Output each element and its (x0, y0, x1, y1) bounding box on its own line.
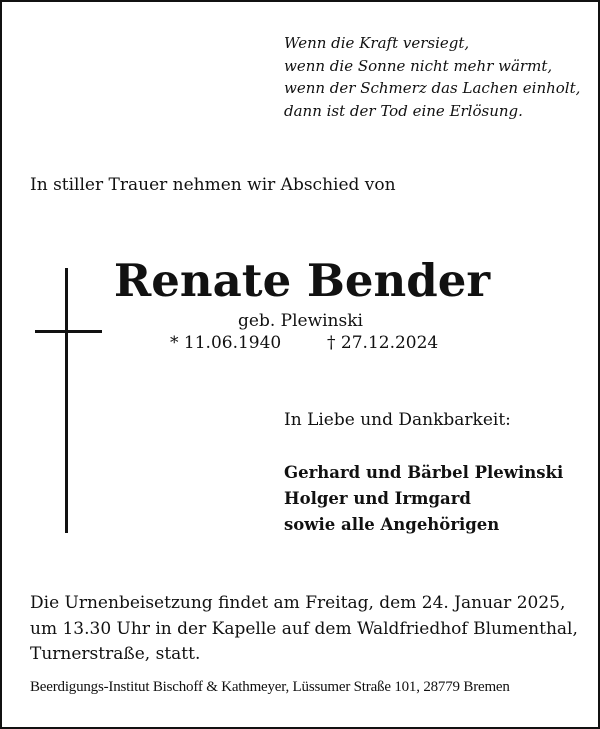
poem (284, 32, 580, 122)
mourners-list (284, 460, 563, 538)
burial-notice (30, 591, 578, 668)
mourner: sowie alle Angehörigen (284, 515, 500, 534)
death-date: † 27.12.2024 (327, 333, 439, 353)
life-dates (170, 333, 439, 353)
deceased-name: Renate Bender (113, 254, 491, 307)
burial-line: Turnerstraße, statt. (30, 644, 201, 664)
poem-line: wenn die Sonne nicht mehr wärmt, (284, 56, 553, 75)
mourner: Gerhard und Bärbel Plewinski (284, 463, 564, 482)
poem-line: wenn der Schmerz das Lachen einholt, (284, 79, 581, 97)
intro-text: In stiller Trauer nehmen wir Abschied von (30, 175, 396, 195)
undertaker-info: Beerdigungs-Institut Bischoff & Kathmeyer, Lüssumer Straße 101, 28779 Bremen (30, 679, 510, 695)
thanks-text: In Liebe und Dankbarkeit: (284, 410, 511, 430)
burial-line: um 13.30 Uhr in der Kapelle auf dem Waldfriedhof Blumenthal, (30, 618, 578, 639)
birth-date: * 11.06.1940 (170, 333, 282, 353)
poem-line: dann ist der Tod eine Erlösung. (284, 101, 523, 120)
mourner: Holger und Irmgard (284, 489, 471, 508)
born-name: geb. Plewinski (238, 311, 363, 331)
cross-icon (65, 268, 68, 533)
burial-line: Die Urnenbeisetzung findet am Freitag, dem 24. Januar 2025, (30, 593, 566, 613)
cross-icon-bar (35, 330, 102, 333)
poem-line: Wenn die Kraft versiegt, (284, 34, 470, 52)
